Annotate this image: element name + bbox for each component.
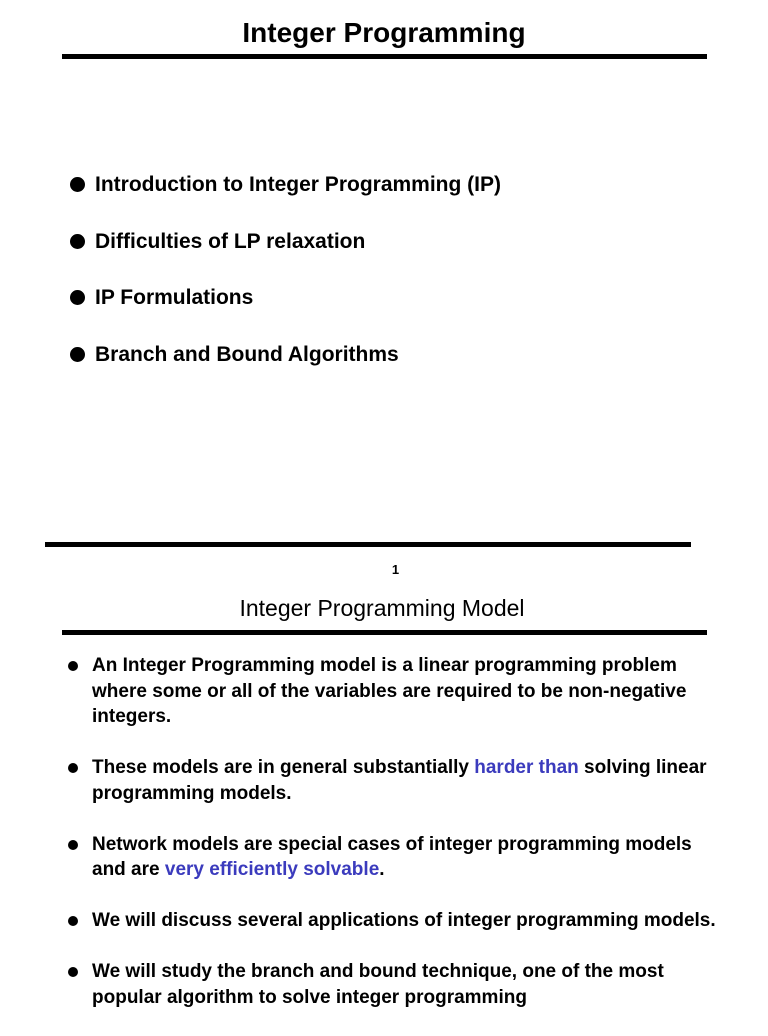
- agenda-item: [68, 227, 501, 284]
- bullet-icon: [68, 967, 78, 977]
- list-item-text: An Integer Programming model is a linear programming problem where some or all of the variables are required to be non-negative integers.: [92, 655, 687, 727]
- bullet-icon: [68, 661, 78, 671]
- slide-title-integer-programming: Integer Programming: [242, 17, 526, 48]
- list-item-text: We will discuss several applications of integer programming models.: [92, 910, 716, 931]
- page-number: 1: [391, 562, 400, 577]
- list-item-text: These models are in general substantially: [92, 757, 475, 778]
- agenda-item-text: Introduction to Integer Programming (IP): [95, 173, 501, 196]
- bullet-icon: [70, 177, 85, 192]
- highlighted-text: very efficiently solvable: [164, 859, 380, 880]
- slide-title-integer-programming-model: Integer Programming Model: [239, 595, 525, 621]
- agenda-item: [68, 340, 501, 397]
- list-item: [68, 959, 718, 1010]
- bullet-icon: [70, 234, 85, 249]
- slide-separator: [45, 542, 691, 547]
- bullet-icon: [68, 916, 78, 926]
- list-item: [68, 755, 718, 806]
- list-item-text: .: [379, 859, 385, 880]
- list-item-text: Network models are special cases of integer programming models and are: [92, 833, 692, 880]
- list-item: [68, 832, 718, 883]
- list-item-text: We will study the branch and bound technique, one of the most popular algorithm to solve integer programming: [92, 961, 664, 1008]
- title-underline: [62, 630, 707, 635]
- agenda-item: [68, 170, 501, 227]
- model-points-list: [68, 653, 718, 1036]
- bullet-icon: [70, 290, 85, 305]
- agenda-item-text: IP Formulations: [95, 286, 254, 310]
- agenda-item: [68, 283, 501, 340]
- bullet-icon: [68, 840, 78, 850]
- agenda-item-text: Branch and Bound Algorithms: [95, 343, 399, 367]
- title-underline: [62, 54, 707, 59]
- highlighted-text: harder than: [474, 757, 579, 778]
- list-item: [68, 908, 718, 934]
- list-item: [68, 653, 718, 730]
- agenda-list: [68, 170, 501, 397]
- bullet-icon: [70, 347, 85, 362]
- list-item-text: solving linear programming models.: [92, 757, 707, 804]
- bullet-icon: [68, 763, 78, 773]
- agenda-item-text: Difficulties of LP relaxation: [95, 229, 366, 253]
